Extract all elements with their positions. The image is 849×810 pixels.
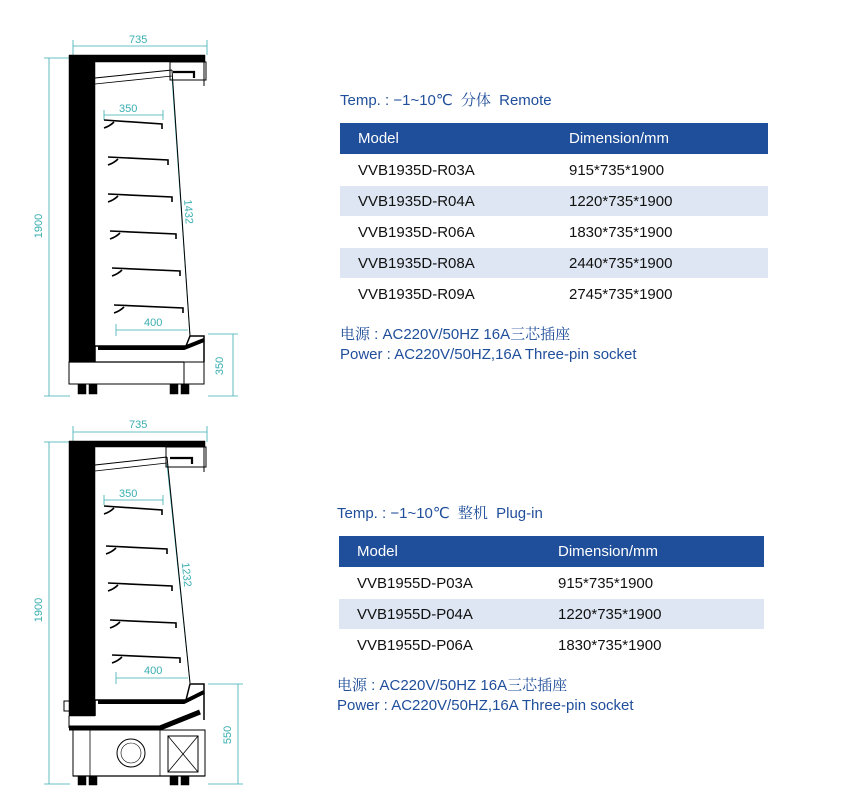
base-height-dimension: 350	[214, 356, 226, 376]
dimension-cell: 2745*735*1900	[555, 279, 768, 310]
table-row	[340, 155, 768, 186]
unit-type-en: Remote	[499, 92, 552, 109]
power-info	[337, 676, 767, 716]
height-dimension: 1900	[33, 597, 45, 623]
dimension-cell: 1220*735*1900	[544, 599, 764, 630]
dimension-cell: 915*735*1900	[544, 568, 764, 599]
model-cell: VVB1935D-R08A	[340, 248, 555, 279]
temperature-label: Temp. : −1~10℃	[337, 505, 450, 522]
power-cn: 电源 : AC220V/50HZ 16A三芯插座	[340, 326, 571, 343]
cabinet-drawing-remote	[0, 0, 330, 400]
width-dimension: 735	[129, 419, 148, 431]
model-table-remote	[340, 123, 768, 309]
model-header: Model	[340, 123, 555, 155]
base-depth-dimension: 400	[144, 317, 163, 329]
dimension-cell: 1220*735*1900	[555, 186, 768, 217]
base-height-dimension: 550	[222, 725, 234, 745]
model-header: Model	[339, 536, 544, 568]
width-dimension: 735	[129, 34, 148, 46]
model-cell: VVB1935D-R06A	[340, 217, 555, 248]
model-cell: VVB1935D-R04A	[340, 186, 555, 217]
dimension-header: Dimension/mm	[544, 536, 764, 568]
spec-block-plugin	[337, 503, 767, 716]
table-row	[340, 217, 768, 248]
dimension-cell: 915*735*1900	[555, 155, 768, 186]
table-row	[340, 186, 768, 217]
power-cn: 电源 : AC220V/50HZ 16A三芯插座	[337, 677, 568, 694]
dimension-cell: 1830*735*1900	[544, 630, 764, 661]
table-row	[339, 568, 764, 599]
unit-type-en: Plug-in	[496, 505, 543, 522]
dimension-cell: 1830*735*1900	[555, 217, 768, 248]
cabinet-drawing-plugin	[0, 410, 330, 810]
model-cell: VVB1935D-R03A	[340, 155, 555, 186]
unit-type-cn: 整机	[457, 505, 488, 522]
unit-type-cn: 分体	[460, 92, 491, 109]
shelf-depth-dimension: 350	[119, 103, 138, 115]
power-en: Power : AC220V/50HZ,16A Three-pin socket	[340, 346, 637, 363]
spec-block-remote	[340, 90, 770, 365]
cabinet-side-view-plugin	[0, 410, 330, 810]
cabinet-side-view-remote	[0, 0, 330, 400]
power-info	[340, 325, 770, 365]
power-en: Power : AC220V/50HZ,16A Three-pin socket	[337, 697, 634, 714]
table-header-row	[340, 123, 768, 155]
table-row	[339, 599, 764, 630]
model-cell: VVB1955D-P03A	[339, 568, 544, 599]
temperature-line	[337, 503, 767, 525]
height-dimension: 1900	[33, 213, 45, 239]
base-depth-dimension: 400	[144, 665, 163, 677]
table-row	[340, 279, 768, 310]
model-cell: VVB1955D-P04A	[339, 599, 544, 630]
front-height-dimension: 1432	[181, 199, 195, 225]
model-table-plugin	[339, 536, 764, 660]
table-header-row	[339, 536, 764, 568]
temperature-label: Temp. : −1~10℃	[340, 92, 453, 109]
dimension-header: Dimension/mm	[555, 123, 768, 155]
table-row	[339, 630, 764, 661]
temperature-line	[340, 90, 770, 112]
front-height-dimension: 1232	[178, 561, 194, 588]
dimension-cell: 2440*735*1900	[555, 248, 768, 279]
shelf-depth-dimension: 350	[119, 488, 138, 500]
table-row	[340, 248, 768, 279]
model-cell: VVB1955D-P06A	[339, 630, 544, 661]
model-cell: VVB1935D-R09A	[340, 279, 555, 310]
